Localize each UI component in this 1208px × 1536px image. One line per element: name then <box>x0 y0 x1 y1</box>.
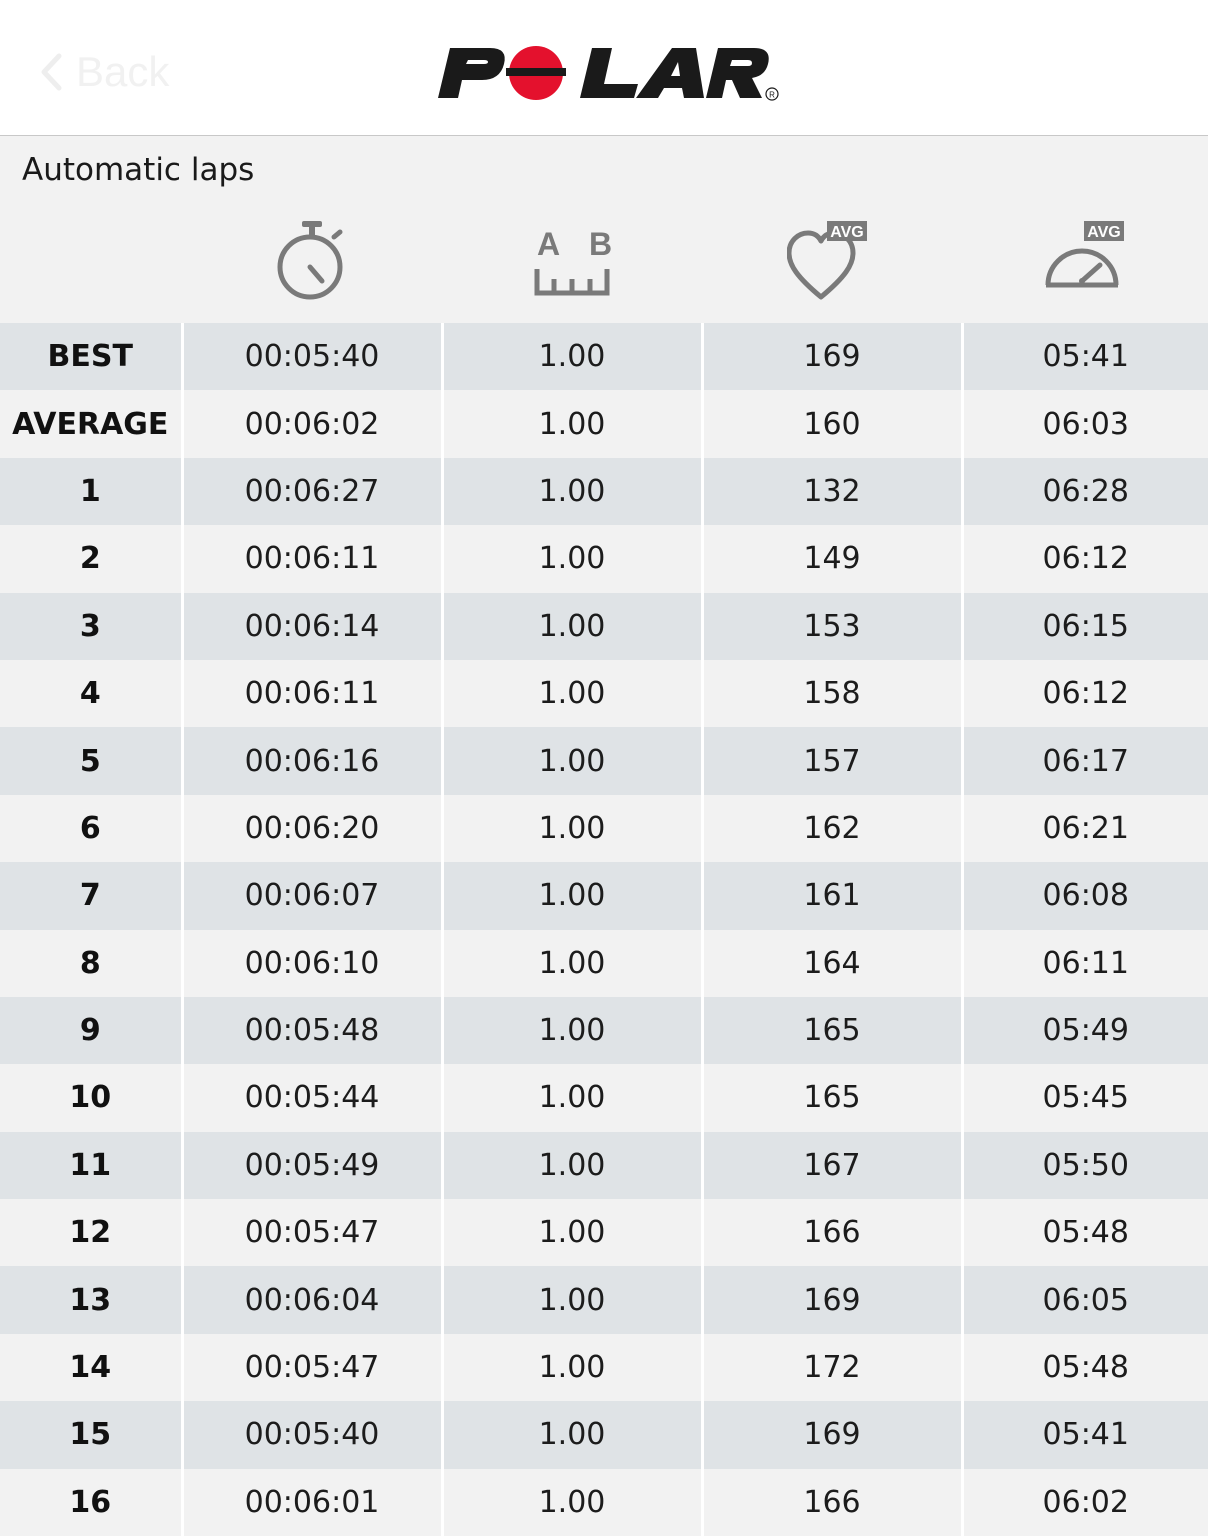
lap-avg-pace: 05:49 <box>962 997 1208 1064</box>
section-title: Automatic laps <box>22 152 255 188</box>
lap-avg-heart-rate: 162 <box>702 795 962 862</box>
lap-avg-heart-rate: 172 <box>702 1334 962 1401</box>
lap-avg-heart-rate: 160 <box>702 390 962 457</box>
lap-avg-pace: 06:15 <box>962 593 1208 660</box>
lap-avg-pace: 05:50 <box>962 1132 1208 1199</box>
svg-text:R: R <box>769 90 775 100</box>
app-header <box>0 0 1208 136</box>
lap-label: 16 <box>0 1469 182 1536</box>
lap-label: 1 <box>0 458 182 525</box>
lap-label: 2 <box>0 525 182 592</box>
lap-label: 5 <box>0 727 182 794</box>
table-row <box>0 660 1208 727</box>
lap-avg-pace: 06:21 <box>962 795 1208 862</box>
pace-avg-badge: AVG <box>1087 224 1121 241</box>
lap-avg-pace: 06:17 <box>962 727 1208 794</box>
lap-distance: 1.00 <box>442 323 702 390</box>
table-row <box>0 862 1208 929</box>
lap-label: 15 <box>0 1401 182 1468</box>
lap-distance: 1.00 <box>442 795 702 862</box>
table-row <box>0 727 1208 794</box>
lap-distance: 1.00 <box>442 862 702 929</box>
lap-avg-heart-rate: 132 <box>702 458 962 525</box>
table-row <box>0 525 1208 592</box>
lap-duration: 00:06:10 <box>182 930 442 997</box>
distance-label-b: B <box>589 226 613 262</box>
lap-avg-pace: 05:41 <box>962 323 1208 390</box>
table-row <box>0 390 1208 457</box>
lap-label: AVERAGE <box>0 390 182 457</box>
table-row <box>0 795 1208 862</box>
lap-avg-pace: 06:11 <box>962 930 1208 997</box>
lap-label: 8 <box>0 930 182 997</box>
lap-avg-heart-rate: 149 <box>702 525 962 592</box>
lap-duration: 00:06:20 <box>182 795 442 862</box>
lap-label: 14 <box>0 1334 182 1401</box>
distance-ab-icon <box>527 219 617 303</box>
table-row <box>0 1132 1208 1199</box>
table-row <box>0 1334 1208 1401</box>
lap-avg-heart-rate: 166 <box>702 1199 962 1266</box>
lap-label: 11 <box>0 1132 182 1199</box>
column-header-pace <box>962 200 1208 322</box>
lap-distance: 1.00 <box>442 1064 702 1131</box>
lap-avg-heart-rate: 158 <box>702 660 962 727</box>
lap-duration: 00:06:11 <box>182 660 442 727</box>
lap-label: 12 <box>0 1199 182 1266</box>
lap-avg-heart-rate: 165 <box>702 997 962 1064</box>
lap-duration: 00:05:44 <box>182 1064 442 1131</box>
table-row <box>0 997 1208 1064</box>
lap-label: 10 <box>0 1064 182 1131</box>
lap-distance: 1.00 <box>442 525 702 592</box>
lap-distance: 1.00 <box>442 1334 702 1401</box>
lap-duration: 00:05:47 <box>182 1334 442 1401</box>
column-header-heart-rate <box>702 200 962 322</box>
lap-duration: 00:05:40 <box>182 1401 442 1468</box>
lap-avg-pace: 06:12 <box>962 660 1208 727</box>
table-row <box>0 593 1208 660</box>
lap-avg-pace: 05:48 <box>962 1334 1208 1401</box>
lap-label: BEST <box>0 323 182 390</box>
lap-avg-pace: 05:45 <box>962 1064 1208 1131</box>
lap-duration: 00:06:11 <box>182 525 442 592</box>
lap-avg-heart-rate: 169 <box>702 1401 962 1468</box>
table-row <box>0 1469 1208 1536</box>
table-row <box>0 1401 1208 1468</box>
lap-distance: 1.00 <box>442 1266 702 1333</box>
lap-distance: 1.00 <box>442 727 702 794</box>
lap-avg-heart-rate: 169 <box>702 1266 962 1333</box>
lap-duration: 00:06:14 <box>182 593 442 660</box>
distance-label-a: A <box>537 226 561 262</box>
lap-duration: 00:05:40 <box>182 323 442 390</box>
lap-duration: 00:06:04 <box>182 1266 442 1333</box>
polar-logo <box>428 40 780 104</box>
chevron-left-icon <box>40 53 62 91</box>
lap-avg-heart-rate: 167 <box>702 1132 962 1199</box>
stopwatch-icon <box>272 219 352 303</box>
lap-duration: 00:05:47 <box>182 1199 442 1266</box>
lap-distance: 1.00 <box>442 1199 702 1266</box>
lap-avg-pace: 05:48 <box>962 1199 1208 1266</box>
lap-avg-pace: 06:02 <box>962 1469 1208 1536</box>
lap-duration: 00:05:48 <box>182 997 442 1064</box>
lap-avg-pace: 06:28 <box>962 458 1208 525</box>
lap-avg-heart-rate: 161 <box>702 862 962 929</box>
speedometer-avg-icon <box>1040 219 1130 303</box>
lap-distance: 1.00 <box>442 1401 702 1468</box>
lap-label: 7 <box>0 862 182 929</box>
lap-label: 6 <box>0 795 182 862</box>
lap-label: 13 <box>0 1266 182 1333</box>
lap-distance: 1.00 <box>442 930 702 997</box>
column-header-duration <box>182 200 442 322</box>
lap-distance: 1.00 <box>442 997 702 1064</box>
lap-duration: 00:06:02 <box>182 390 442 457</box>
heart-avg-icon <box>787 219 877 303</box>
lap-duration: 00:06:07 <box>182 862 442 929</box>
lap-duration: 00:06:01 <box>182 1469 442 1536</box>
table-row <box>0 458 1208 525</box>
lap-avg-heart-rate: 153 <box>702 593 962 660</box>
table-row <box>0 1266 1208 1333</box>
column-header-row <box>0 200 1208 322</box>
lap-avg-heart-rate: 169 <box>702 323 962 390</box>
lap-label: 9 <box>0 997 182 1064</box>
lap-avg-heart-rate: 164 <box>702 930 962 997</box>
lap-distance: 1.00 <box>442 660 702 727</box>
lap-avg-heart-rate: 157 <box>702 727 962 794</box>
table-row <box>0 1064 1208 1131</box>
table-row <box>0 930 1208 997</box>
lap-distance: 1.00 <box>442 390 702 457</box>
lap-label: 4 <box>0 660 182 727</box>
lap-avg-pace: 06:12 <box>962 525 1208 592</box>
laps-table <box>0 323 1208 1536</box>
back-button[interactable] <box>40 48 169 96</box>
table-row <box>0 1199 1208 1266</box>
lap-label: 3 <box>0 593 182 660</box>
lap-distance: 1.00 <box>442 458 702 525</box>
lap-avg-pace: 06:03 <box>962 390 1208 457</box>
lap-distance: 1.00 <box>442 1132 702 1199</box>
lap-avg-heart-rate: 166 <box>702 1469 962 1536</box>
column-header-distance <box>442 200 702 322</box>
lap-duration: 00:05:49 <box>182 1132 442 1199</box>
lap-avg-pace: 06:05 <box>962 1266 1208 1333</box>
lap-duration: 00:06:27 <box>182 458 442 525</box>
lap-distance: 1.00 <box>442 1469 702 1536</box>
lap-duration: 00:06:16 <box>182 727 442 794</box>
back-label: Back <box>76 48 170 95</box>
lap-avg-pace: 05:41 <box>962 1401 1208 1468</box>
heart-avg-badge: AVG <box>830 224 864 241</box>
lap-avg-pace: 06:08 <box>962 862 1208 929</box>
table-row <box>0 323 1208 390</box>
lap-avg-heart-rate: 165 <box>702 1064 962 1131</box>
lap-distance: 1.00 <box>442 593 702 660</box>
